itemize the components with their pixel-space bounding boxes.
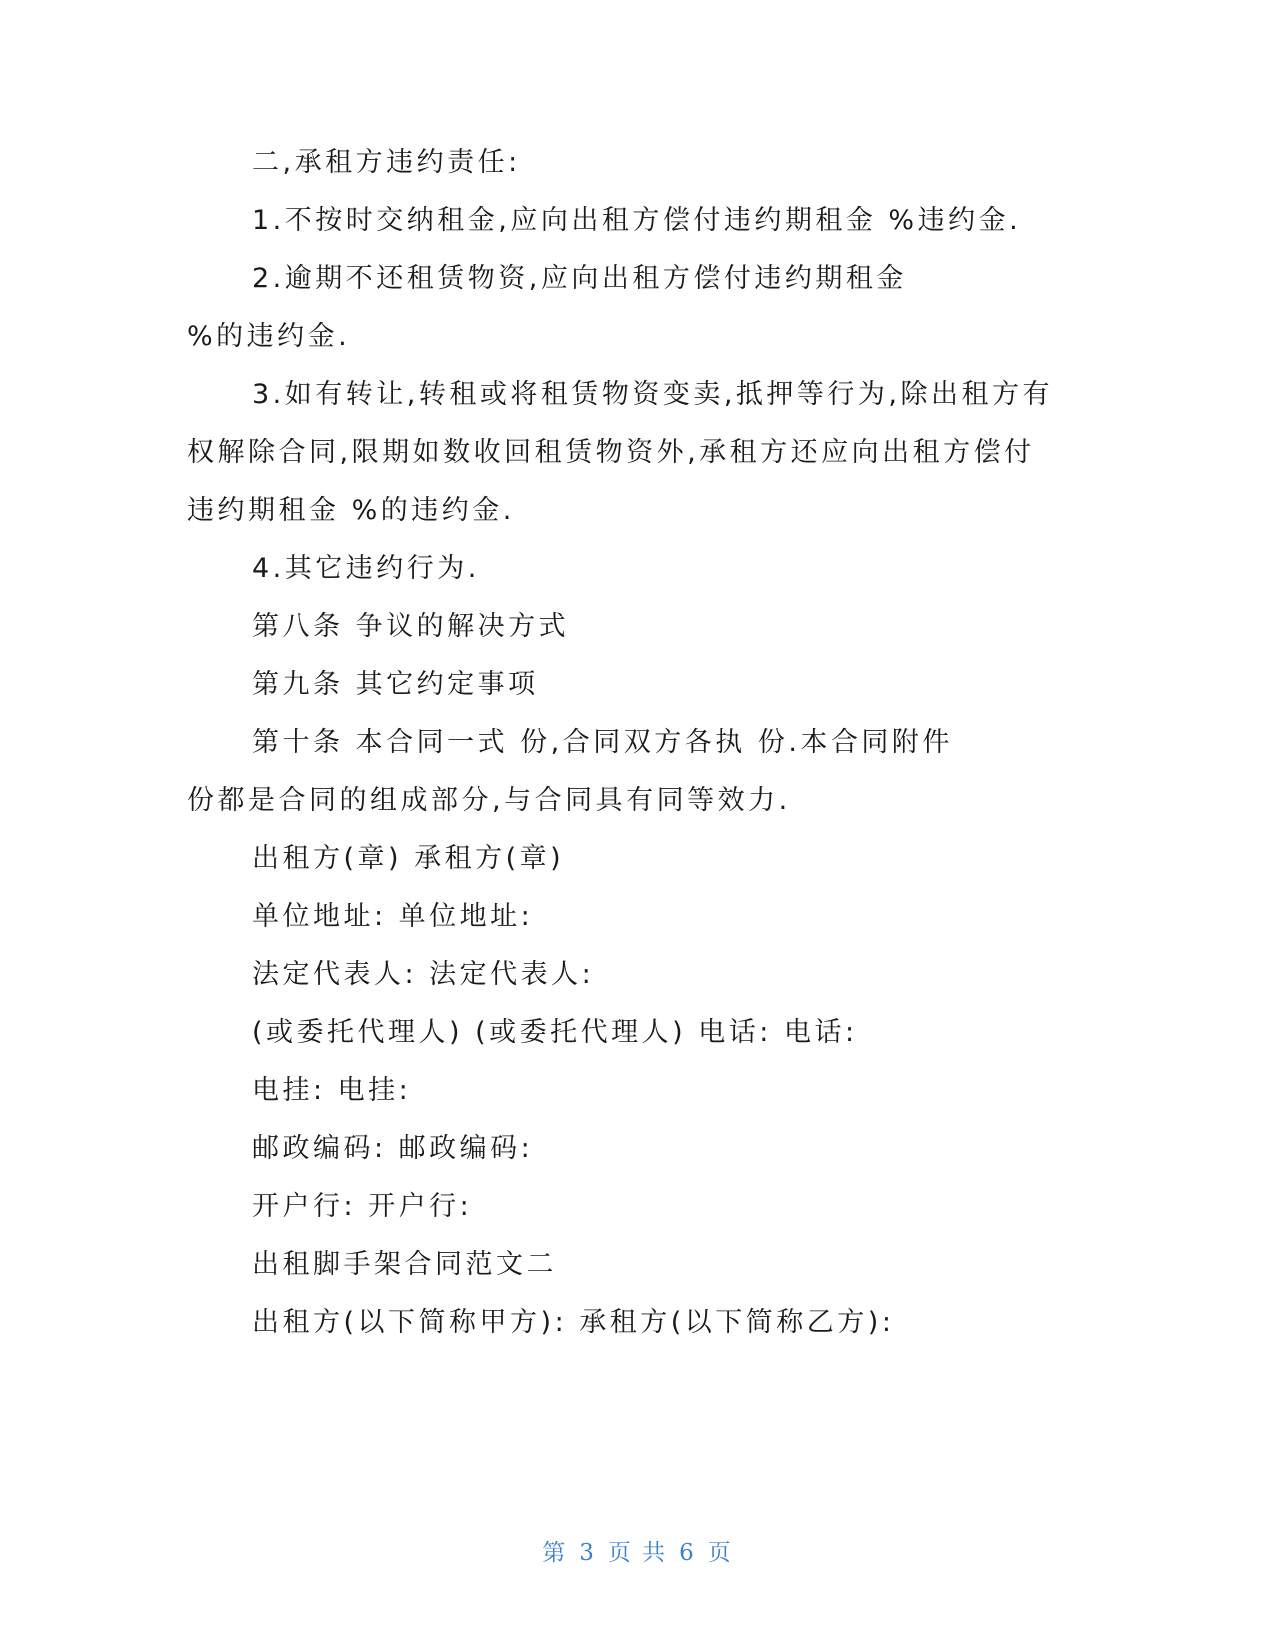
clause-item-3-continued: 权解除合同,限期如数收回租赁物资外,承租方还应向出租方偿付 bbox=[187, 437, 1035, 468]
signature-parties: 出租方(章) 承租方(章) bbox=[252, 843, 565, 874]
page-footer bbox=[0, 1539, 1275, 1567]
total-pages-number: 6 bbox=[679, 1540, 696, 1566]
clause-item-2: 2.逾期不还租赁物资,应向出租方偿付违约期租金 bbox=[252, 263, 907, 294]
footer-suffix: 页 bbox=[707, 1540, 733, 1566]
clause-item-3-end: 违约期租金 %的违约金. bbox=[187, 495, 515, 526]
cable-field: 电挂: 电挂: bbox=[252, 1075, 412, 1106]
article-8: 第八条 争议的解决方式 bbox=[252, 611, 570, 642]
parties-line: 出租方(以下简称甲方): 承租方(以下简称乙方): bbox=[252, 1307, 895, 1338]
clause-item-4: 4.其它违约行为. bbox=[252, 553, 480, 584]
clause-item-2-continued: %的违约金. bbox=[187, 321, 351, 352]
contract-title-2: 出租脚手架合同范文二 bbox=[252, 1249, 557, 1280]
article-9: 第九条 其它约定事项 bbox=[252, 669, 539, 700]
article-10-continued: 份都是合同的组成部分,与合同具有同等效力. bbox=[187, 785, 791, 816]
footer-middle: 页 共 bbox=[607, 1540, 668, 1566]
current-page-number: 3 bbox=[579, 1540, 596, 1566]
bank-field: 开户行: 开户行: bbox=[252, 1191, 473, 1222]
agent-phone-field: (或委托代理人) (或委托代理人) 电话: 电话: bbox=[252, 1017, 858, 1048]
postal-code-field: 邮政编码: 邮政编码: bbox=[252, 1133, 534, 1164]
address-field: 单位地址: 单位地址: bbox=[252, 901, 534, 932]
section-heading-lessee-liability: 二,承租方违约责任: bbox=[252, 147, 521, 178]
clause-item-1: 1.不按时交纳租金,应向出租方偿付违约期租金 %违约金. bbox=[252, 205, 1022, 236]
legal-representative-field: 法定代表人: 法定代表人: bbox=[252, 959, 595, 990]
clause-item-3: 3.如有转让,转租或将租赁物资变卖,抵押等行为,除出租方有 bbox=[252, 379, 1054, 410]
footer-prefix: 第 bbox=[542, 1540, 568, 1566]
article-10: 第十条 本合同一式 份,合同双方各执 份.本合同附件 bbox=[252, 727, 953, 758]
